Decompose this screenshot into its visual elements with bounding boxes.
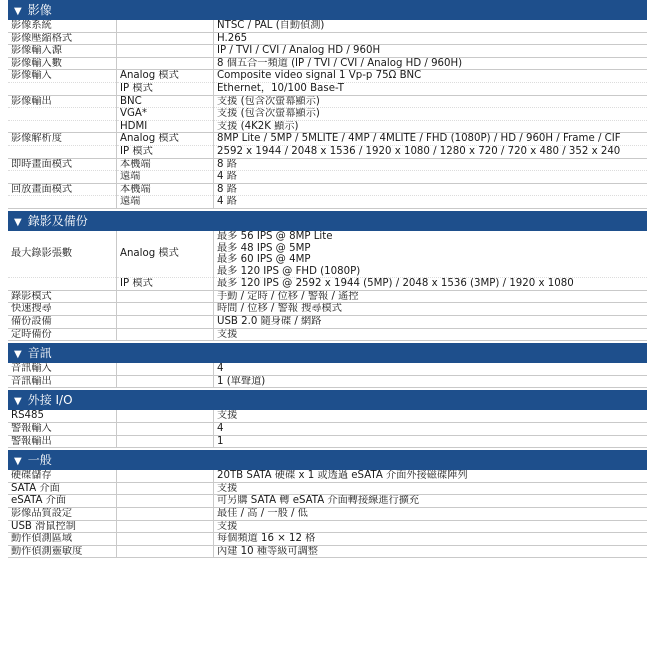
section-title: 一般 (27, 453, 52, 468)
spec-label: RS485 (8, 410, 117, 422)
spec-value-line: 支援 (217, 410, 238, 422)
spec-sublabel (117, 435, 214, 448)
spec-label: eSATA 介面 (8, 495, 117, 508)
spec-value-line: IP / TVI / CVI / Analog HD / 960H (217, 45, 381, 57)
spec-value-line: 最多 48 IPS @ 5MP (217, 242, 311, 254)
spec-value-line: 支援 (217, 328, 238, 340)
spec-value-line: 可另購 SATA 轉 eSATA 介面轉接線進行擴充 (217, 495, 420, 507)
spec-value (214, 145, 648, 158)
spec-value-line: 1 (217, 435, 224, 447)
spec-label: 音訊輸出 (8, 375, 117, 388)
spec-label: 影像解析度 (8, 133, 117, 146)
spec-sublabel (117, 520, 214, 533)
spec-value (214, 133, 648, 146)
section-header (8, 450, 647, 470)
spec-label: 定時備份 (8, 328, 117, 341)
spec-sublabel (117, 32, 214, 45)
spec-value-line: 支援 (包含次螢幕顯示) (217, 108, 320, 120)
spec-value (214, 375, 648, 388)
spec-sublabel (117, 20, 214, 32)
spec-value (214, 363, 648, 375)
spec-row (8, 423, 647, 436)
spec-label (8, 278, 117, 291)
spec-label: 動作偵測靈敏度 (8, 545, 117, 558)
spec-value (214, 278, 648, 291)
spec-label: 影像系統 (8, 20, 117, 32)
section-title: 影像 (27, 3, 52, 17)
spec-value (214, 158, 648, 171)
spec-value (214, 70, 648, 83)
spec-label: USB 滑鼠控制 (8, 520, 117, 533)
spec-value-line: 4 路 (217, 171, 237, 183)
spec-label: 錄影模式 (8, 290, 117, 303)
spec-sublabel: 本機端 (117, 183, 214, 196)
spec-value-line: 支援 (217, 482, 238, 494)
spec-value (214, 303, 648, 316)
spec-table (8, 363, 647, 388)
spec-sublabel: 遠端 (117, 171, 214, 184)
spec-label: 回放畫面模式 (8, 183, 117, 196)
spec-value-line: Composite video signal 1 Vp-p 75Ω BNC (217, 70, 422, 82)
spec-value (214, 316, 648, 329)
spec-sublabel (117, 423, 214, 436)
spec-value (214, 410, 648, 422)
spec-value (214, 520, 648, 533)
spec-sublabel: VGA* (117, 108, 214, 121)
spec-value-line: NTSC / PAL (自動偵測) (217, 20, 325, 31)
spec-label: 快速搜尋 (8, 303, 117, 316)
spec-value-line: 最多 120 IPS @ FHD (1080P) (217, 265, 361, 277)
spec-sheet (8, 0, 647, 558)
spec-value-line: 4 路 (217, 196, 237, 208)
spec-sublabel: BNC (117, 95, 214, 108)
spec-sublabel: Analog 模式 (117, 70, 214, 83)
section-header (8, 390, 647, 410)
spec-value-line: 每個頻道 16 × 12 格 (217, 533, 316, 545)
spec-value-line: 最多 60 IPS @ 4MP (217, 254, 311, 266)
spec-value (214, 482, 648, 495)
spec-row (8, 435, 647, 448)
spec-sublabel (117, 545, 214, 558)
spec-value-line: Ethernet，10/100 Base-T (217, 82, 344, 94)
spec-row (8, 20, 647, 32)
spec-value (214, 231, 648, 278)
spec-row (8, 70, 647, 83)
triangle-down-icon: ▼ (14, 216, 22, 228)
spec-row (8, 82, 647, 95)
spec-value-line: H.265 (217, 32, 248, 44)
spec-sublabel: 本機端 (117, 158, 214, 171)
spec-value-line: 內建 10 種等級可調整 (217, 545, 318, 557)
spec-row (8, 290, 647, 303)
spec-table (8, 20, 647, 209)
spec-value (214, 508, 648, 521)
spec-value-line: 2592 x 1944 / 2048 x 1536 / 1920 x 1080 / 1280 x 720 / 720 x 480 / 352 x 240 (217, 145, 621, 157)
spec-value-line: 支援 (217, 520, 238, 532)
spec-sublabel (117, 316, 214, 329)
spec-value-line: 支援 (包含次螢幕顯示) (217, 95, 320, 107)
spec-value-line: 8 路 (217, 158, 237, 170)
spec-value-line: 8 路 (217, 183, 237, 195)
spec-sublabel (117, 482, 214, 495)
spec-sublabel (117, 375, 214, 388)
spec-value (214, 423, 648, 436)
spec-row (8, 316, 647, 329)
section-title: 錄影及備份 (27, 213, 88, 228)
spec-value (214, 82, 648, 95)
spec-value-line: 手動 / 定時 / 位移 / 警報 / 遙控 (217, 290, 359, 302)
spec-label: 警報輸入 (8, 423, 117, 436)
spec-row (8, 145, 647, 158)
spec-label: 最大錄影張數 (8, 231, 117, 278)
section-header (8, 343, 647, 363)
spec-row (8, 410, 647, 422)
spec-sublabel (117, 290, 214, 303)
section-header (8, 211, 647, 231)
spec-sublabel (117, 470, 214, 482)
spec-sublabel (117, 45, 214, 58)
spec-value-line: USB 2.0 隨身碟 / 網路 (217, 316, 322, 328)
spec-value-line: 8MP Lite / 5MP / 5MLITE / 4MP / 4MLITE / FHD (1080P) / HD / 960H / Frame / CIF (217, 133, 621, 145)
spec-sublabel (117, 57, 214, 70)
spec-sublabel: IP 模式 (117, 145, 214, 158)
spec-row (8, 108, 647, 121)
spec-label: 影像輸入數 (8, 57, 117, 70)
spec-row (8, 508, 647, 521)
spec-label (8, 145, 117, 158)
spec-label: 動作偵測區域 (8, 533, 117, 546)
spec-value (214, 328, 648, 341)
spec-value (214, 435, 648, 448)
spec-value-line: 4 (217, 423, 224, 435)
spec-value (214, 32, 648, 45)
spec-row (8, 495, 647, 508)
triangle-down-icon: ▼ (14, 456, 22, 468)
spec-label (8, 82, 117, 95)
spec-row (8, 95, 647, 108)
spec-value (214, 20, 648, 32)
spec-sublabel: IP 模式 (117, 278, 214, 291)
spec-label (8, 108, 117, 121)
spec-row (8, 120, 647, 133)
spec-sublabel (117, 328, 214, 341)
spec-sublabel (117, 410, 214, 422)
spec-value-line: 最多 56 IPS @ 8MP Lite (217, 230, 333, 242)
spec-value (214, 95, 648, 108)
spec-sublabel (117, 303, 214, 316)
spec-value (214, 533, 648, 546)
spec-value (214, 545, 648, 558)
spec-value-line: 4 (217, 363, 224, 375)
spec-label (8, 120, 117, 133)
spec-label (8, 196, 117, 209)
spec-label: 影像輸入源 (8, 45, 117, 58)
triangle-down-icon: ▼ (14, 349, 22, 361)
spec-value (214, 45, 648, 58)
spec-label: 警報輸出 (8, 435, 117, 448)
section-header (8, 0, 647, 20)
spec-label: 影像輸出 (8, 95, 117, 108)
spec-value (214, 290, 648, 303)
spec-value (214, 171, 648, 184)
triangle-down-icon: ▼ (14, 6, 22, 17)
spec-row (8, 57, 647, 70)
spec-row (8, 363, 647, 375)
spec-label: 備份設備 (8, 316, 117, 329)
spec-row (8, 158, 647, 171)
spec-value (214, 108, 648, 121)
spec-row (8, 32, 647, 45)
spec-row (8, 231, 647, 278)
spec-value-line: 支援 (4K2K 顯示) (217, 120, 299, 132)
spec-value-line: 20TB SATA 硬碟 x 1 或透過 eSATA 介面外接磁碟陣列 (217, 470, 468, 482)
spec-row (8, 45, 647, 58)
spec-sublabel: HDMI (117, 120, 214, 133)
spec-sublabel (117, 533, 214, 546)
spec-label: 硬碟儲存 (8, 470, 117, 482)
spec-row (8, 171, 647, 184)
spec-label: 影像品質設定 (8, 508, 117, 521)
spec-row (8, 196, 647, 209)
spec-value (214, 120, 648, 133)
triangle-down-icon: ▼ (14, 396, 22, 408)
spec-label (8, 171, 117, 184)
spec-table (8, 231, 647, 341)
spec-row (8, 303, 647, 316)
spec-value (214, 470, 648, 482)
spec-value (214, 495, 648, 508)
spec-row (8, 133, 647, 146)
spec-value-line: 時間 / 位移 / 警報 搜尋模式 (217, 303, 342, 315)
section-title: 外接 I/O (27, 393, 73, 408)
spec-sublabel (117, 495, 214, 508)
spec-table (8, 410, 647, 448)
spec-row (8, 183, 647, 196)
spec-label: 影像壓縮格式 (8, 32, 117, 45)
spec-value-line: 1 (單聲道) (217, 375, 266, 387)
spec-row (8, 520, 647, 533)
spec-value-line: 最多 120 IPS @ 2592 x 1944 (5MP) / 2048 x 1536 (3MP) / 1920 x 1080 (217, 278, 574, 290)
spec-value (214, 183, 648, 196)
spec-sublabel (117, 508, 214, 521)
spec-label: 即時畫面模式 (8, 158, 117, 171)
spec-sublabel: IP 模式 (117, 82, 214, 95)
spec-sublabel: Analog 模式 (117, 133, 214, 146)
spec-table (8, 470, 647, 558)
spec-label: 影像輸入 (8, 70, 117, 83)
spec-label: 音訊輸入 (8, 363, 117, 375)
spec-row (8, 482, 647, 495)
spec-value (214, 57, 648, 70)
spec-row (8, 470, 647, 482)
spec-value-line: 8 個五合一頻道 (IP / TVI / CVI / Analog HD / 960H) (217, 57, 463, 69)
spec-row (8, 533, 647, 546)
spec-value-line: 最佳 / 高 / 一般 / 低 (217, 508, 308, 519)
spec-value (214, 196, 648, 209)
section-title: 音訊 (27, 346, 52, 361)
spec-row (8, 375, 647, 388)
spec-row (8, 278, 647, 291)
spec-sublabel: Analog 模式 (117, 231, 214, 278)
spec-sublabel (117, 363, 214, 375)
spec-row (8, 328, 647, 341)
spec-sublabel: 遠端 (117, 196, 214, 209)
spec-label: SATA 介面 (8, 482, 117, 495)
spec-row (8, 545, 647, 558)
